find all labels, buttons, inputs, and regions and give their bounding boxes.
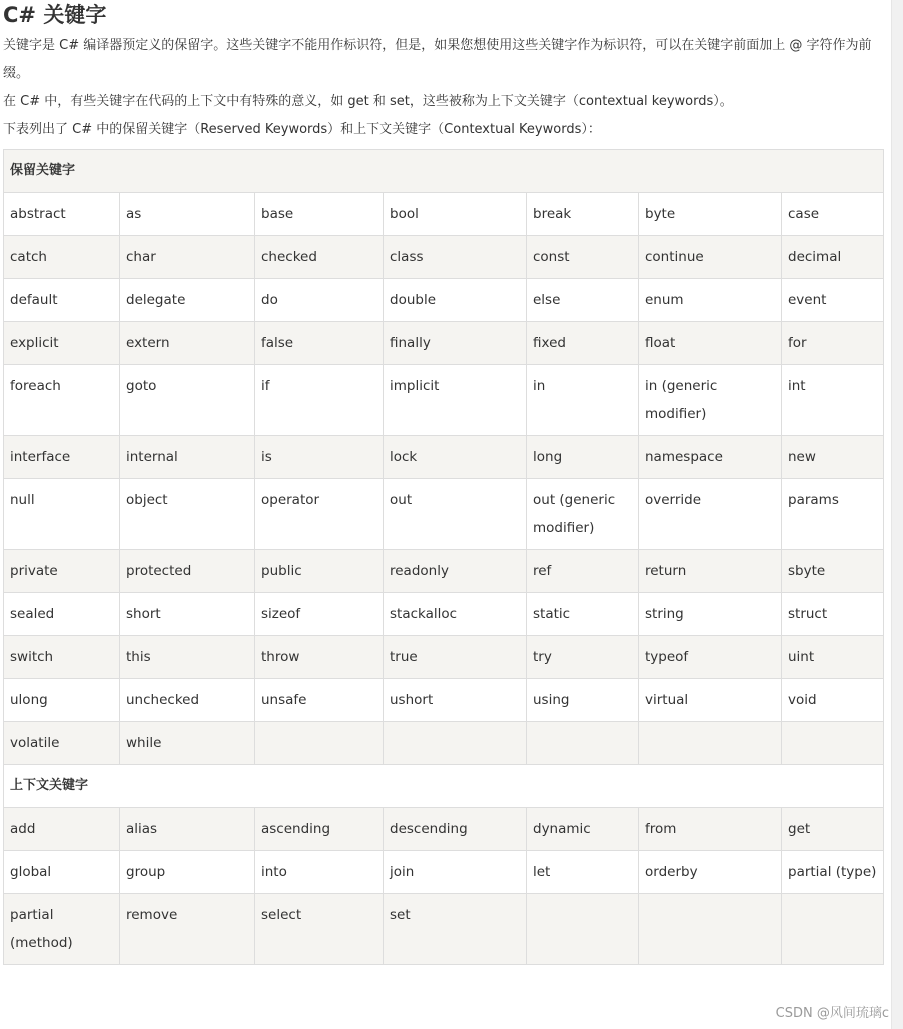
keyword-cell: alias (120, 808, 255, 851)
intro-paragraph-3: 下表列出了 C# 中的保留关键字（Reserved Keywords）和上下文关键字（Contextual Keywords）： (3, 122, 601, 137)
keyword-cell: true (384, 636, 527, 679)
keyword-cell: if (255, 365, 384, 436)
keyword-cell: static (527, 593, 639, 636)
table-row (4, 322, 884, 365)
keyword-cell: try (527, 636, 639, 679)
keyword-cell: for (782, 322, 884, 365)
keyword-cell: interface (4, 436, 120, 479)
keyword-cell: is (255, 436, 384, 479)
keyword-cell: sizeof (255, 593, 384, 636)
keyword-cell: while (120, 722, 255, 765)
keyword-cell: foreach (4, 365, 120, 436)
intro-paragraph-2: 在 C# 中，有些关键字在代码的上下文中有特殊的意义，如 get 和 set，这些被称为上下文关键字（contextual keywords）。 (3, 94, 733, 109)
keyword-cell: partial (method) (4, 894, 120, 965)
keyword-cell (527, 722, 639, 765)
keyword-cell (384, 722, 527, 765)
keyword-cell: throw (255, 636, 384, 679)
keyword-cell: double (384, 279, 527, 322)
keyword-cell: ascending (255, 808, 384, 851)
keyword-cell: dynamic (527, 808, 639, 851)
keyword-cell: as (120, 193, 255, 236)
keyword-cell: this (120, 636, 255, 679)
reserved-heading: 保留关键字 (4, 150, 884, 193)
keyword-cell: lock (384, 436, 527, 479)
table-row (4, 808, 884, 851)
keyword-cell: out (384, 479, 527, 550)
table-row (4, 436, 884, 479)
keyword-cell: base (255, 193, 384, 236)
keyword-cell: float (639, 322, 782, 365)
keyword-cell (255, 722, 384, 765)
keyword-cell: else (527, 279, 639, 322)
keyword-cell: protected (120, 550, 255, 593)
csdn-watermark: CSDN @风间琉璃c (775, 1006, 889, 1021)
table-row (4, 479, 884, 550)
keyword-cell: into (255, 851, 384, 894)
keyword-cell: finally (384, 322, 527, 365)
table-row (4, 722, 884, 765)
keyword-cell: typeof (639, 636, 782, 679)
contextual-heading-row (4, 765, 884, 808)
keyword-cell: let (527, 851, 639, 894)
keyword-cell: internal (120, 436, 255, 479)
keyword-cell (782, 894, 884, 965)
keyword-cell: unsafe (255, 679, 384, 722)
keyword-cell: catch (4, 236, 120, 279)
article-content (3, 0, 883, 965)
keyword-cell: join (384, 851, 527, 894)
keyword-cell (639, 894, 782, 965)
keyword-cell: group (120, 851, 255, 894)
keyword-cell: do (255, 279, 384, 322)
keyword-cell: goto (120, 365, 255, 436)
keyword-cell: volatile (4, 722, 120, 765)
keyword-cell: ulong (4, 679, 120, 722)
keyword-cell: uint (782, 636, 884, 679)
keyword-cell: in (generic modifier) (639, 365, 782, 436)
keyword-cell: new (782, 436, 884, 479)
keyword-cell: case (782, 193, 884, 236)
keyword-cell: break (527, 193, 639, 236)
keyword-cell: descending (384, 808, 527, 851)
table-row (4, 636, 884, 679)
keyword-cell: int (782, 365, 884, 436)
keyword-cell: namespace (639, 436, 782, 479)
keyword-cell: default (4, 279, 120, 322)
keyword-cell: ushort (384, 679, 527, 722)
keyword-cell: string (639, 593, 782, 636)
table-row (4, 236, 884, 279)
keyword-cell: struct (782, 593, 884, 636)
keyword-cell: sealed (4, 593, 120, 636)
keyword-cell: set (384, 894, 527, 965)
keyword-cell: from (639, 808, 782, 851)
keyword-cell: using (527, 679, 639, 722)
table-row (4, 550, 884, 593)
keyword-cell: short (120, 593, 255, 636)
table-row (4, 279, 884, 322)
keyword-cell: extern (120, 322, 255, 365)
keyword-cell: add (4, 808, 120, 851)
keyword-cell (639, 722, 782, 765)
keyword-cell: long (527, 436, 639, 479)
keyword-cell: fixed (527, 322, 639, 365)
keyword-cell: void (782, 679, 884, 722)
keyword-cell: public (255, 550, 384, 593)
keyword-cell: unchecked (120, 679, 255, 722)
table-row (4, 851, 884, 894)
keyword-cell: virtual (639, 679, 782, 722)
keywords-table (3, 149, 884, 965)
keyword-cell: select (255, 894, 384, 965)
keyword-cell: get (782, 808, 884, 851)
keyword-cell: return (639, 550, 782, 593)
keyword-cell: explicit (4, 322, 120, 365)
page-title: C# 关键字 (3, 3, 107, 27)
keyword-cell: false (255, 322, 384, 365)
keyword-cell: decimal (782, 236, 884, 279)
reserved-heading-row (4, 150, 884, 193)
keyword-cell: delegate (120, 279, 255, 322)
table-row (4, 365, 884, 436)
keyword-cell: object (120, 479, 255, 550)
keyword-cell: checked (255, 236, 384, 279)
keyword-cell: partial (type) (782, 851, 884, 894)
keyword-cell: const (527, 236, 639, 279)
keyword-cell: byte (639, 193, 782, 236)
keyword-cell: null (4, 479, 120, 550)
keyword-cell: in (527, 365, 639, 436)
keyword-cell: params (782, 479, 884, 550)
intro-paragraph-1: 关键字是 C# 编译器预定义的保留字。这些关键字不能用作标识符，但是，如果您想使用这些关键字作为标识符，可以在关键字前面加上 @ 字符作为前缀。 (3, 38, 872, 81)
keyword-cell: event (782, 279, 884, 322)
keyword-cell (527, 894, 639, 965)
keyword-cell: global (4, 851, 120, 894)
keyword-cell: stackalloc (384, 593, 527, 636)
keyword-cell: bool (384, 193, 527, 236)
keyword-cell: abstract (4, 193, 120, 236)
keyword-cell: sbyte (782, 550, 884, 593)
keyword-cell: switch (4, 636, 120, 679)
table-row (4, 679, 884, 722)
keyword-cell: remove (120, 894, 255, 965)
keyword-cell: implicit (384, 365, 527, 436)
keyword-cell: enum (639, 279, 782, 322)
keyword-cell: override (639, 479, 782, 550)
keyword-cell: continue (639, 236, 782, 279)
keyword-cell: orderby (639, 851, 782, 894)
keyword-cell: ref (527, 550, 639, 593)
table-row (4, 193, 884, 236)
keyword-cell: private (4, 550, 120, 593)
keyword-cell: class (384, 236, 527, 279)
contextual-heading: 上下文关键字 (4, 765, 884, 808)
page-scrollbar[interactable] (891, 0, 903, 1029)
keyword-cell: readonly (384, 550, 527, 593)
table-row (4, 894, 884, 965)
table-row (4, 593, 884, 636)
keyword-cell: char (120, 236, 255, 279)
keyword-cell: operator (255, 479, 384, 550)
keyword-cell (782, 722, 884, 765)
keyword-cell: out (generic modifier) (527, 479, 639, 550)
